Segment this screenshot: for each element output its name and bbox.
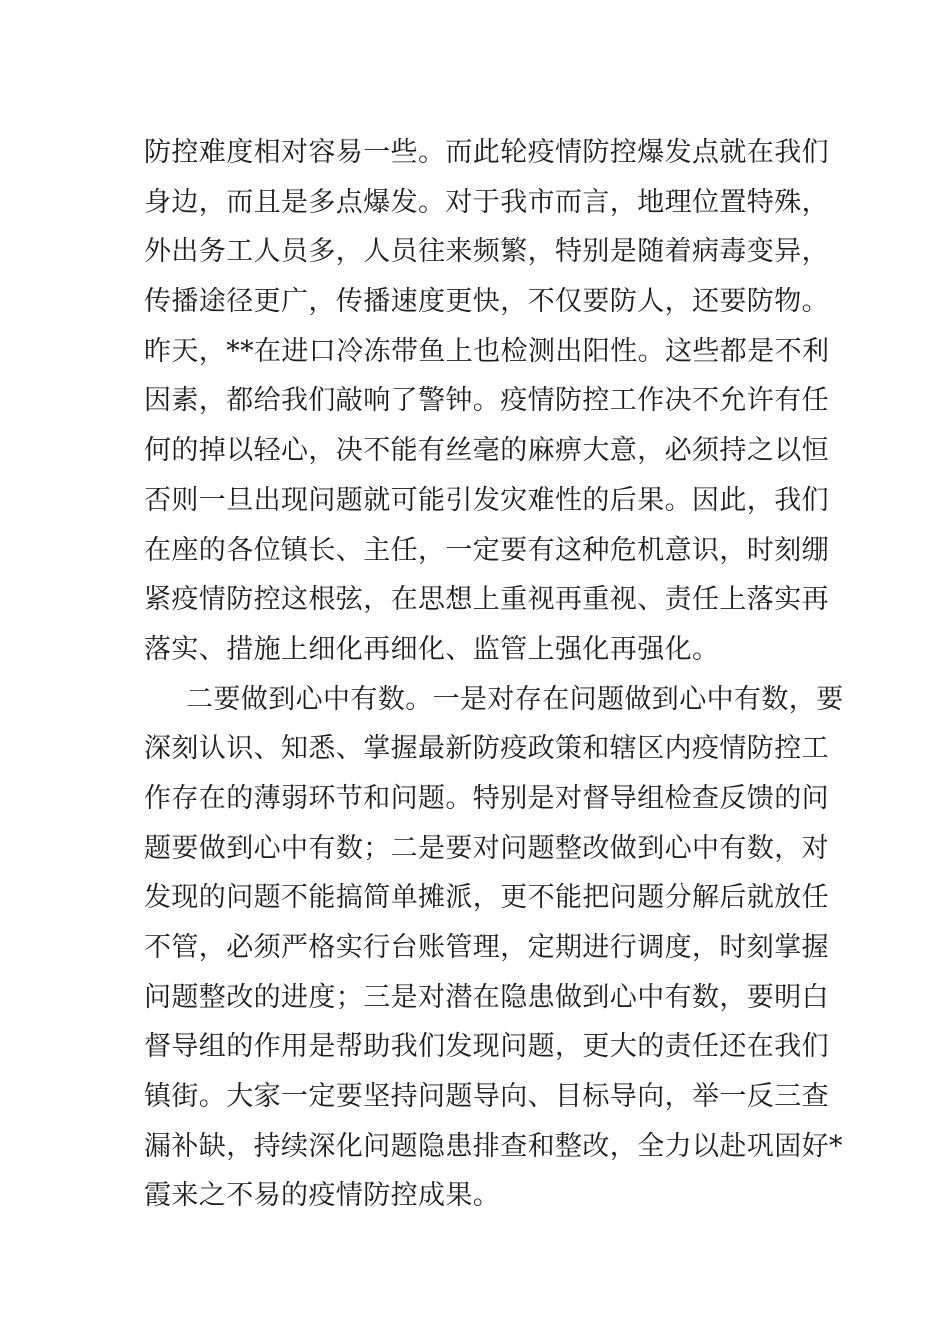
text-line: 在座的各位镇长、主任，一定要有这种危机意识，时刻绷 [144,534,829,566]
text-line: 不管，必须严格实行台账管理，定期进行调度，时刻掌握 [144,932,829,963]
text-line: 何的掉以轻心，决不能有丝毫的麻痹大意，必须持之以恒 [144,435,829,467]
text-line: 因素，都给我们敲响了警钟。疫情防控工作决不允许有任 [144,385,829,417]
text-line: 督导组的作用是帮助我们发现问题，更大的责任还在我们 [144,1031,829,1063]
text-line: 身边，而且是多点爆发。对于我市而言，地理位置特殊， [144,186,829,218]
text-line: 否则一旦出现问题就可能引发灾难性的后果。因此，我们 [144,484,829,516]
text-line: 镇街。大家一定要坚持问题导向、目标导向，举一反三查 [144,1081,829,1113]
text-line: 霞来之不易的疫情防控成果。 [144,1180,501,1212]
text-line: 紧疫情防控这根弦，在思想上重视再重视、责任上落实再 [144,584,829,616]
text-line: 深刻认识、知悉、掌握最新防疫政策和辖区内疫情防控工 [144,733,829,765]
text-line: 作存在的薄弱环节和问题。特别是对督导组检查反馈的问 [144,782,829,814]
text-line: 题要做到心中有数；二是要对问题整改做到心中有数，对 [144,832,829,864]
text-line: 外出务工人员多，人员往来频繁，特别是随着病毒变异， [144,236,829,268]
text-line: 发现的问题不能搞简单摊派，更不能把问题分解后就放任 [144,882,829,914]
text-line: 昨天，**在进口冷冻带鱼上也检测出阳性。这些都是不利 [144,335,830,367]
text-line: 落实、措施上细化再细化、监管上强化再强化。 [144,633,720,665]
text-line: 漏补缺，持续深化问题隐患排查和整改，全力以赴巩固好* [144,1130,843,1162]
text-line: 传播途径更广，传播速度更快，不仅要防人，还要防物。 [144,286,829,318]
body-text [144,128,844,1221]
paragraph-start-line: 二要做到心中有数。一是对存在问题做到心中有数，要 [186,683,844,715]
text-line: 防控难度相对容易一些。而此轮疫情防控爆发点就在我们 [144,137,829,168]
text-line: 问题整改的进度；三是对潜在隐患做到心中有数，要明白 [144,981,829,1013]
